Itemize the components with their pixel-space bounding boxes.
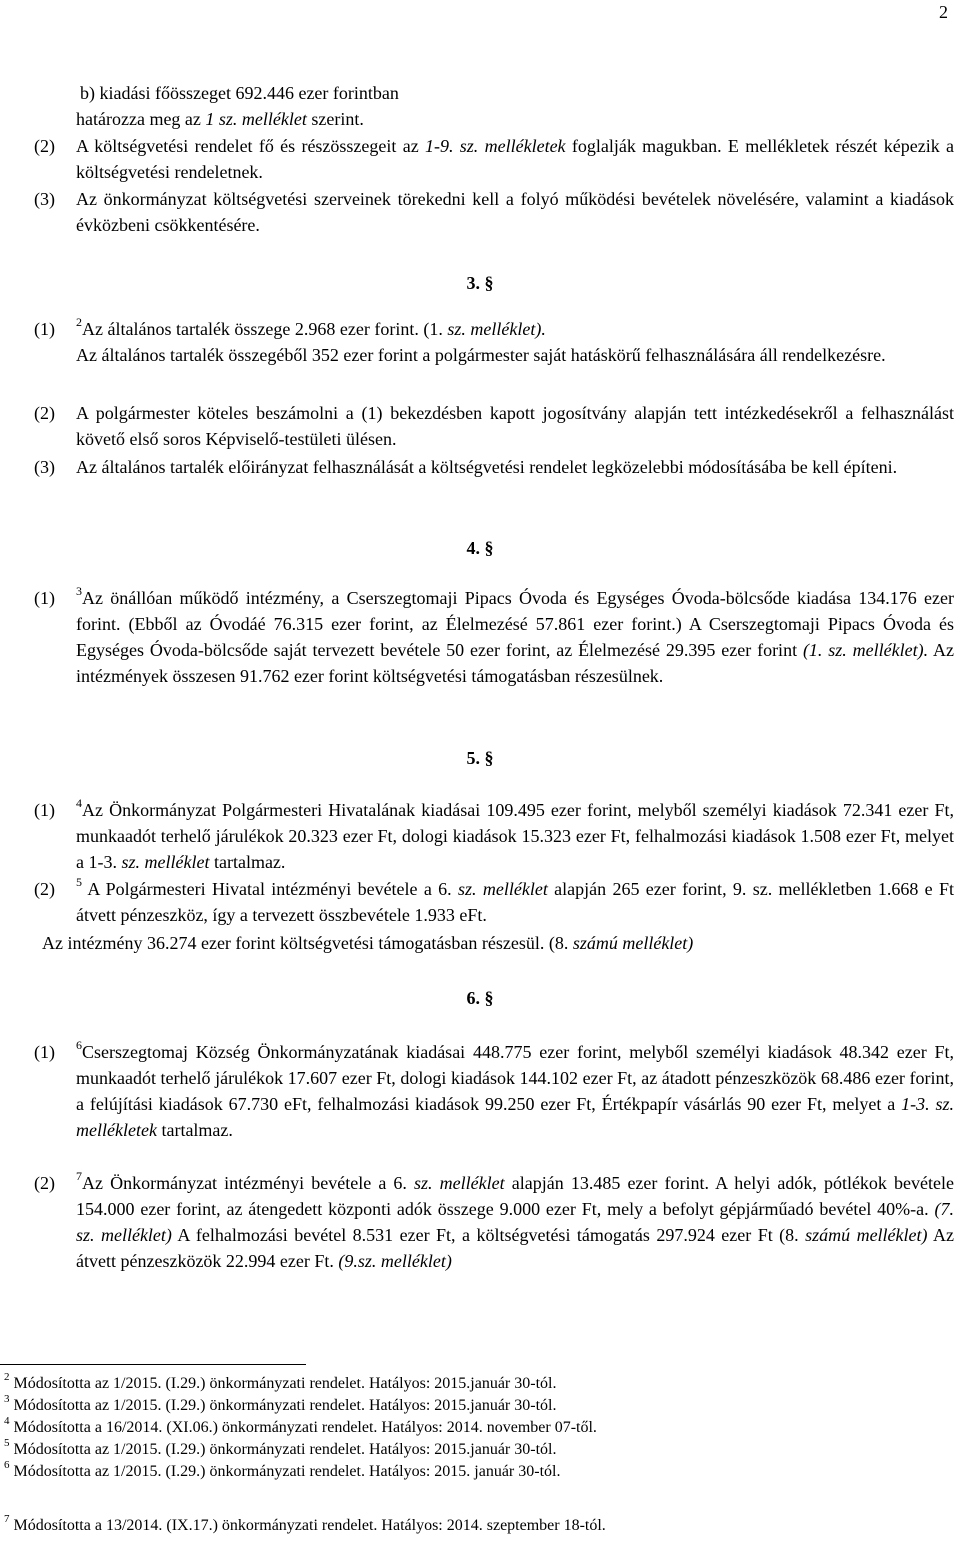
paragraph-number: (2)	[34, 136, 55, 156]
sec3-paragraph-1	[34, 316, 954, 368]
footnote-6: $^6$ Módosította az 1/2015. (I.29.) önkormányzati rendelet. Hatályos: 2015. január 30-tól.	[4, 1458, 561, 1480]
paragraph-text: $^5$ A Polgármesteri Hivatal intézményi bevétele a 6. sz. melléklet alapján 265 ezer forint, 9. sz. mellékletben 1.668 e Ft átvett pénzeszköz, így a tervezett összbevétele 1.933 eFt.	[76, 875, 954, 925]
paragraph-number: (2)	[34, 1173, 55, 1193]
sec2-paragraph-2	[34, 133, 954, 185]
section-3-title: 3. §	[466, 273, 494, 293]
section-4-title: 4. §	[466, 538, 494, 558]
paragraph-number: (2)	[34, 403, 55, 423]
paragraph-text: $^6$Cserszegtomaj Község Önkormányzatának kiadásai 448.775 ezer forint, melyből személyi kiadások 48.342 ezer Ft, munkaadót terhelő járulékok 17.607 ezer Ft, dologi kiadások 144.102 ezer Ft, az átadott pénzeszközök 68.486 ezer forint, a felújítási kiadások 67.730 eFt, felhalmozási kiadások 99.250 ezer Ft, Értékpapír vásárlás 90 ezer Ft, melyet a 1-3. sz. mellékletek tartalmaz.	[76, 1038, 954, 1140]
paragraph-number: (1)	[34, 319, 55, 339]
paragraph-text: Az általános tartalék előirányzat felhasználását a költségvetési rendelet legközelebbi módosításába be kell építeni.	[76, 457, 898, 477]
item-b-line2: határozza meg az 1 sz. melléklet szerint.	[76, 109, 364, 129]
sec5-paragraph-2	[34, 876, 954, 928]
sec6-paragraph-2	[34, 1170, 954, 1274]
footnote-3: $^3$ Módosította az 1/2015. (I.29.) önkormányzati rendelet. Hatályos: 2015.január 30-tól.	[4, 1392, 557, 1414]
sec6-paragraph-1	[34, 1039, 954, 1143]
footnote-4: $^4$ Módosította a 16/2014. (XI.06.) önkormányzati rendelet. Hatályos: 2014. november 07-től.	[4, 1414, 597, 1436]
sec3-paragraph-2	[34, 400, 954, 452]
paragraph-text: Az önkormányzat költségvetési szerveinek törekedni kell a folyó működési bevételek növelésére, valamint a kiadások évközbeni csökkentésére.	[76, 189, 954, 235]
paragraph-text: $^4$Az Önkormányzat Polgármesteri Hivatalának kiadásai 109.495 ezer forint, melyből személyi kiadások 72.341 ezer Ft, munkaadót terhelő járulékok 20.323 ezer Ft, dologi kiadások 15.323 ezer Ft, felhalmozási kiadások 1.508 ezer Ft, melyet a 1-3. sz. melléklet tartalmaz.	[76, 796, 954, 872]
footnote-5: $^5$ Módosította az 1/2015. (I.29.) önkormányzati rendelet. Hatályos: 2015.január 30-tól.	[4, 1436, 557, 1458]
paragraph-number: (1)	[34, 1042, 55, 1062]
sec5-paragraph-3: Az intézmény 36.274 ezer forint költségvetési támogatásban részesül. (8. számú melléklet)	[42, 933, 694, 953]
paragraph-number: (1)	[34, 588, 55, 608]
paragraph-text: A polgármester köteles beszámolni a (1) bekezdésben kapott jogosítvány alapján tett intézkedésekről a felhasználást követő első soros Képviselő-testületi ülésen.	[76, 403, 954, 449]
sec4-paragraph-1	[34, 585, 954, 689]
paragraph-text: $^7$Az Önkormányzat intézményi bevétele a 6. sz. melléklet alapján 13.485 ezer forint. A helyi adók, pótlékok bevétele 154.000 ezer forint, az átengedett központi adók összege 9.000 ezer Ft, mely a befolyt gépjárműadó bevétel 40%-a. (7. sz. melléklet) A felhalmozási bevétel 8.531 ezer Ft, a költségvetési támogatás 297.924 ezer Ft (8. számú melléklet) Az átvett pénzeszközök 22.994 ezer Ft. (9.sz. melléklet)	[76, 1169, 954, 1271]
footnote-7: $^7$ Módosította a 13/2014. (IX.17.) önkormányzati rendelet. Hatályos: 2014. szeptember 18-tól.	[4, 1512, 606, 1534]
item-b-line: b) kiadási főösszeget 692.446 ezer forintban	[80, 83, 399, 103]
paragraph-number: (1)	[34, 800, 55, 820]
paragraph-number: (2)	[34, 879, 55, 899]
page-number: 2	[939, 2, 948, 22]
sec2-paragraph-3	[34, 186, 954, 238]
section-6-title: 6. §	[466, 988, 494, 1008]
paragraph-text: A költségvetési rendelet fő és részösszegeit az 1-9. sz. mellékletek foglalják magukban. E mellékletek részét képezik a költségvetési rendeletnek.	[76, 136, 954, 182]
sec3-paragraph-3	[34, 454, 954, 480]
paragraph-number: (3)	[34, 189, 55, 209]
paragraph-text: $^2$Az általános tartalék összege 2.968 ezer forint. (1. sz. melléklet). Az általános tartalék összegéből 352 ezer forint a polgármester saját hatáskörű felhasználására áll rendelkezésre.	[76, 315, 886, 365]
sec5-paragraph-1	[34, 797, 954, 875]
paragraph-number: (3)	[34, 457, 55, 477]
section-5-title: 5. §	[466, 748, 494, 768]
footnote-separator	[0, 1364, 306, 1365]
paragraph-text: $^3$Az önállóan működő intézmény, a Cserszegtomaji Pipacs Óvoda és Egységes Óvoda-bölcsőde kiadása 134.176 ezer forint. (Ebből az Óvodáé 76.315 ezer forint, az Élelmezésé 57.861 ezer forint.) A Cserszegtomaji Pipacs Óvoda és Egységes Óvoda-bölcsőde saját tervezett bevétele 50 ezer forint, az Élelmezésé 29.395 ezer forint (1. sz. melléklet). Az intézmények összesen 91.762 ezer forint költségvetési támogatásban részesülnek.	[76, 584, 955, 686]
footnote-2: $^2$ Módosította az 1/2015. (I.29.) önkormányzati rendelet. Hatályos: 2015.január 30-tól.	[4, 1370, 557, 1392]
